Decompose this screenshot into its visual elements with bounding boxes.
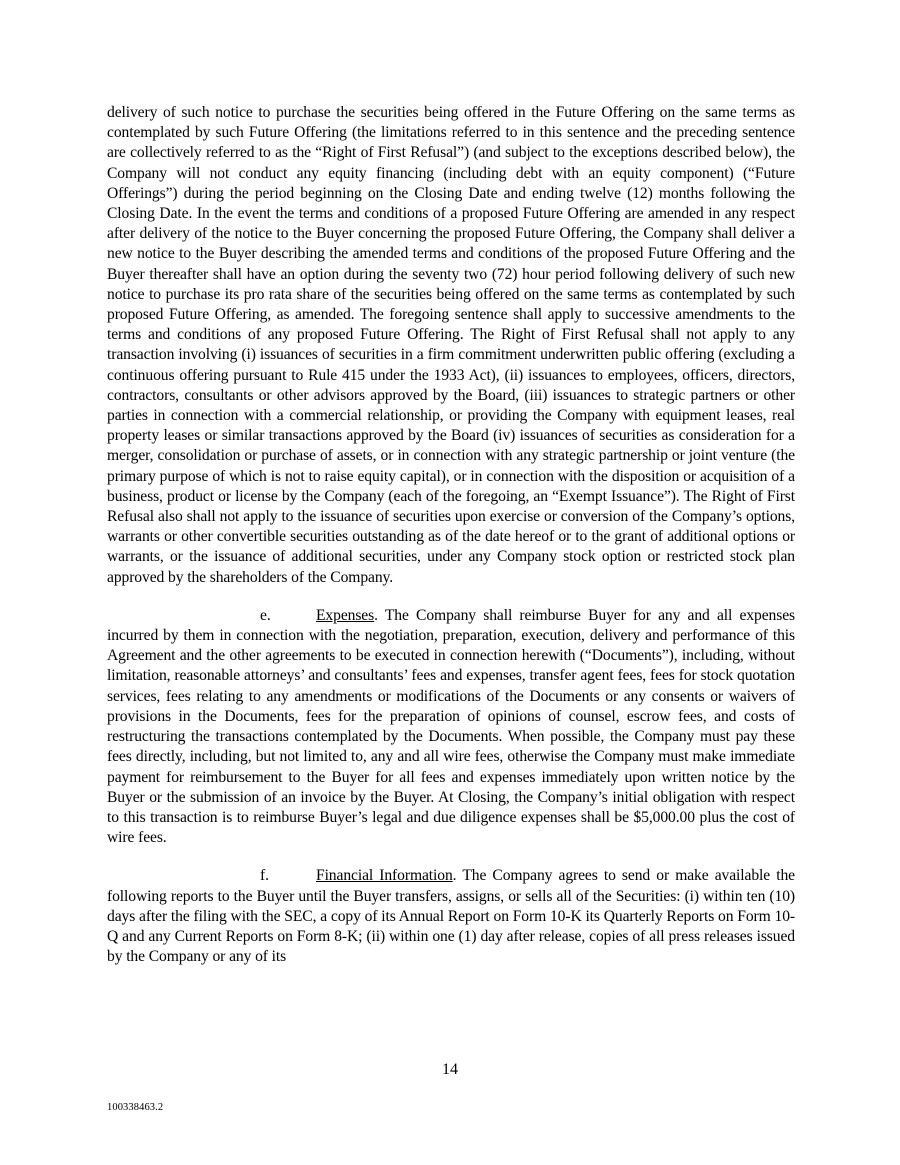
continuation-paragraph: delivery of such notice to purchase the securities being offered in the Future Offering on the same terms as contemplated by such Future Offering (the limitations referred to in this sentence and the preceding sentence are collectively referred to as the “Right of First Refusal”) (and subject to the exceptions described below), the Company will not conduct any equity financing (including debt with an equity component) (“Future Offerings”) during the period beginning on the Closing Date and ending twelve (12) months following the Closing Date. In the event the terms and conditions of a proposed Future Offering are amended in any respect after delivery of the notice to the Buyer concerning the proposed Future Offering, the Company shall deliver a new notice to the Buyer describing the amended terms and conditions of the proposed Future Offering and the Buyer thereafter shall have an option during the seventy two (72) hour period following delivery of such new notice to purchase its pro rata share of the securities being offered on the same terms as contemplated by such proposed Future Offering, as amended. The foregoing sentence shall apply to successive amendments to the terms and conditions of any proposed Future Offering. The Right of First Refusal shall not apply to any transaction involving (i) issuances of securities in a firm commitment underwritten public offering (excluding a continuous offering pursuant to Rule 415 under the 1933 Act), (ii) issuances to employees, officers, directors, contractors, consultants or other advisors approved by the Board, (iii) issuances to strategic partners or other parties in connection with a commercial relationship, or providing the Company with equipment leases, real property leases or similar transactions approved by the Board (iv) issuances of securities as consideration for a merger, consolidation or purchase of assets, or in connection with any strategic partnership or joint venture (the primary purpose of which is not to raise equity capital), or in connection with the disposition or acquisition of a business, product or license by the Company (each of the foregoing, an “Exempt Issuance”). The Right of First Refusal also shall not apply to the issuance of securities upon exercise or conversion of the Company’s options, warrants or other convertible securities outstanding as of the date hereof or to the grant of additional options or warrants, or the issuance of additional securities, under any Company stock option or restricted stock plan approved by the shareholders of the Company. [107,104,795,586]
page-number: 14 [442,1061,458,1078]
section-e-title: Expenses [316,606,375,624]
document-id: 100338463.2 [107,1102,164,1113]
section-f-text: . The Company agrees to send or make available the following reports to the Buyer until the Buyer transfers, assigns, or sells all of the Securities: (i) within ten (10) days after the filing with the SEC, a copy of its Annual Report on Form 10-K its Quarterly Reports on Form 10-Q and any Current Reports on Form 8-K; (ii) within one (1) day after release, copies of all press releases issued by the Company or any of its [107,867,795,966]
section-f-paragraph [107,866,795,967]
section-f-letter: f. [260,867,269,885]
section-f-title: Financial Information [316,867,453,885]
section-e-text: . The Company shall reimburse Buyer for any and all expenses incurred by them in connection with the negotiation, preparation, execution, delivery and performance of this Agreement and the other agreements to be executed in connection herewith (“Documents”), including, without limitation, reasonable attorneys’ and consultants’ fees and expenses, transfer agent fees, fees for stock quotation services, fees relating to any amendments or modifications of the Documents or any consents or waivers of provisions in the Documents, fees for the preparation of opinions of counsel, escrow fees, and costs of restructuring the transactions contemplated by the Documents. When possible, the Company must pay these fees directly, including, but not limited to, any and all wire fees, otherwise the Company must make immediate payment for reimbursement to the Buyer for all fees and expenses immediately upon written notice by the Buyer or the submission of an invoice by the Buyer. At Closing, the Company’s initial obligation with respect to this transaction is to reimburse Buyer’s legal and due diligence expenses shall be $5,000.00 plus the cost of wire fees. [107,606,795,847]
section-e-paragraph [107,606,795,848]
section-e-letter: e. [260,606,271,624]
document-body [107,103,795,967]
